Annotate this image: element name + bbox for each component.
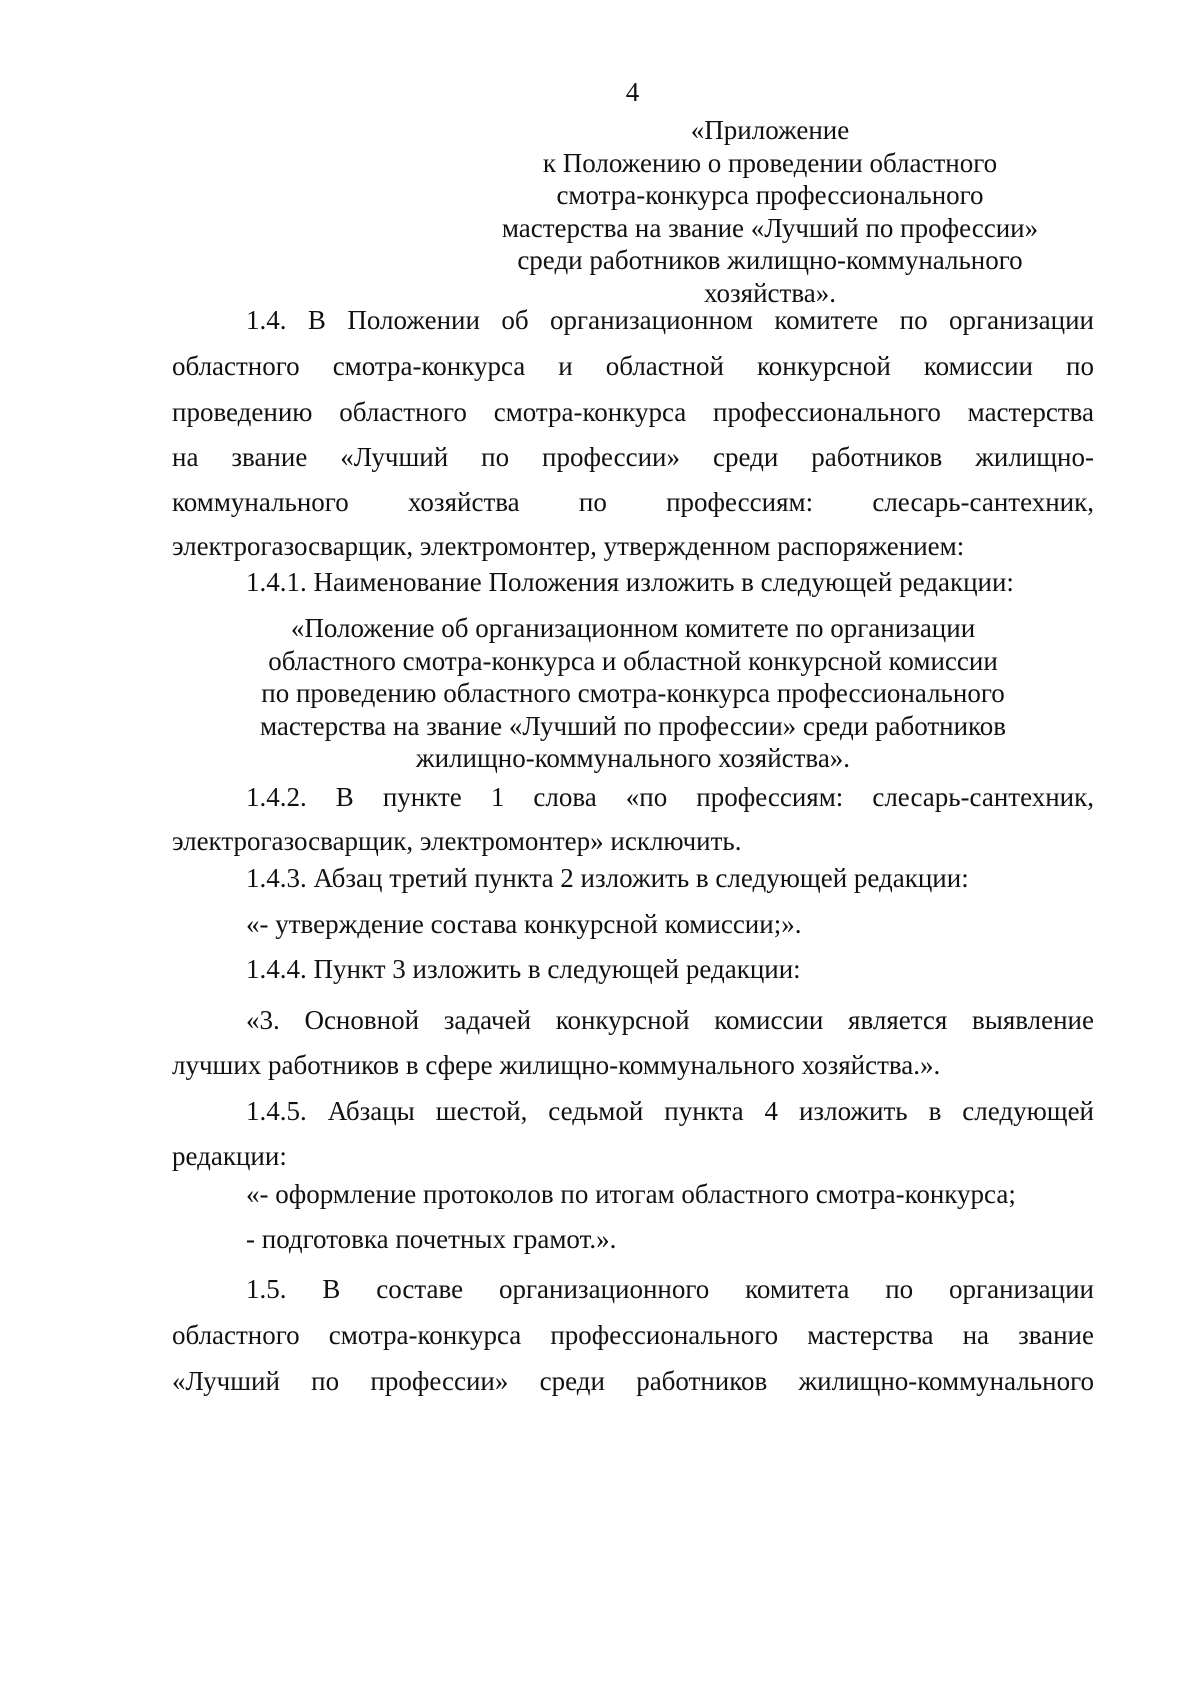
appendix-line: среди работников жилищно-коммунального (517, 245, 1023, 275)
paragraph-line: проведению областного смотра-конкурса профессионального мастерства (172, 397, 1094, 427)
appendix-line: к Положению о проведении областного (542, 147, 998, 178)
paragraph-line: 1.5. В составе организационного комитета по организации (246, 1274, 1094, 1304)
quoted-title-block (212, 612, 1054, 775)
appendix-line: мастерства на звание «Лучший по профессии» (501, 212, 1039, 243)
appendix-line: хозяйства». (704, 277, 836, 308)
paragraph-line: электрогазосварщик, электромонтер, утвержденном распоряжением: (172, 531, 965, 561)
paragraph-1-4-2 (172, 773, 1094, 866)
paragraph-line: 1.4.5. Абзацы шестой, седьмой пункта 4 изложить в следующей (246, 1096, 1094, 1126)
paragraph-1-4 (172, 296, 1094, 571)
appendix-line: «Приложение (690, 115, 850, 145)
paragraph-line: «Лучший по профессии» среди работников жилищно-коммунального (172, 1366, 1094, 1396)
paragraph-1-4-3: 1.4.3. Абзац третий пункта 2 изложить в следующей редакции: (246, 863, 969, 893)
quote-1-4-5-b: - подготовка почетных грамот.». (246, 1224, 617, 1254)
paragraph-1-4-5 (172, 1087, 1094, 1181)
paragraph-line: областного смотра-конкурса профессионального мастерства на звание (172, 1320, 1094, 1350)
quoted-title-line: областного смотра-конкурса и областной конкурсной комиссии (268, 645, 998, 676)
quoted-title-line: мастерства на звание «Лучший по профессии» среди работников (259, 710, 1007, 741)
paragraph-line: электрогазосварщик, электромонтер» исключить. (172, 826, 742, 856)
paragraph-1-5 (172, 1265, 1094, 1406)
paragraph-line: 1.4. В Положении об организационном комитете по организации (246, 305, 1094, 335)
quoted-title-line: «Положение об организационном комитете по организации (290, 613, 976, 643)
paragraph-line: редакции: (172, 1141, 287, 1171)
paragraph-line: коммунального хозяйства по профессиям: слесарь-сантехник, (172, 487, 1094, 517)
paragraph-1-4-1: 1.4.1. Наименование Положения изложить в следующей редакции: (246, 567, 1014, 597)
paragraph-line: «3. Основной задачей конкурсной комиссии является выявление (246, 1005, 1094, 1035)
paragraph-line: областного смотра-конкурса и областной конкурсной комиссии по (172, 351, 1094, 381)
paragraph-line: лучших работников в сфере жилищно-коммунального хозяйства.». (172, 1050, 941, 1080)
appendix-line: смотра-конкурса профессионального (556, 180, 984, 210)
page-number: 4 (625, 77, 640, 107)
paragraph-line: 1.4.2. В пункте 1 слова «по профессиям: слесарь-сантехник, (246, 782, 1094, 812)
quote-1-4-4 (172, 996, 1094, 1090)
quoted-title-line: жилищно-коммунального хозяйства». (415, 743, 851, 773)
appendix-header (470, 114, 1070, 309)
quote-1-4-3: «- утверждение состава конкурсной комиссии;». (246, 909, 802, 939)
paragraph-line: на звание «Лучший по профессии» среди работников жилищно- (172, 442, 1094, 472)
quote-1-4-5-a: «- оформление протоколов по итогам областного смотра-конкурса; (246, 1179, 1016, 1209)
quoted-title-line: по проведению областного смотра-конкурса профессионального (261, 678, 1005, 708)
paragraph-1-4-4: 1.4.4. Пункт 3 изложить в следующей редакции: (246, 954, 801, 984)
